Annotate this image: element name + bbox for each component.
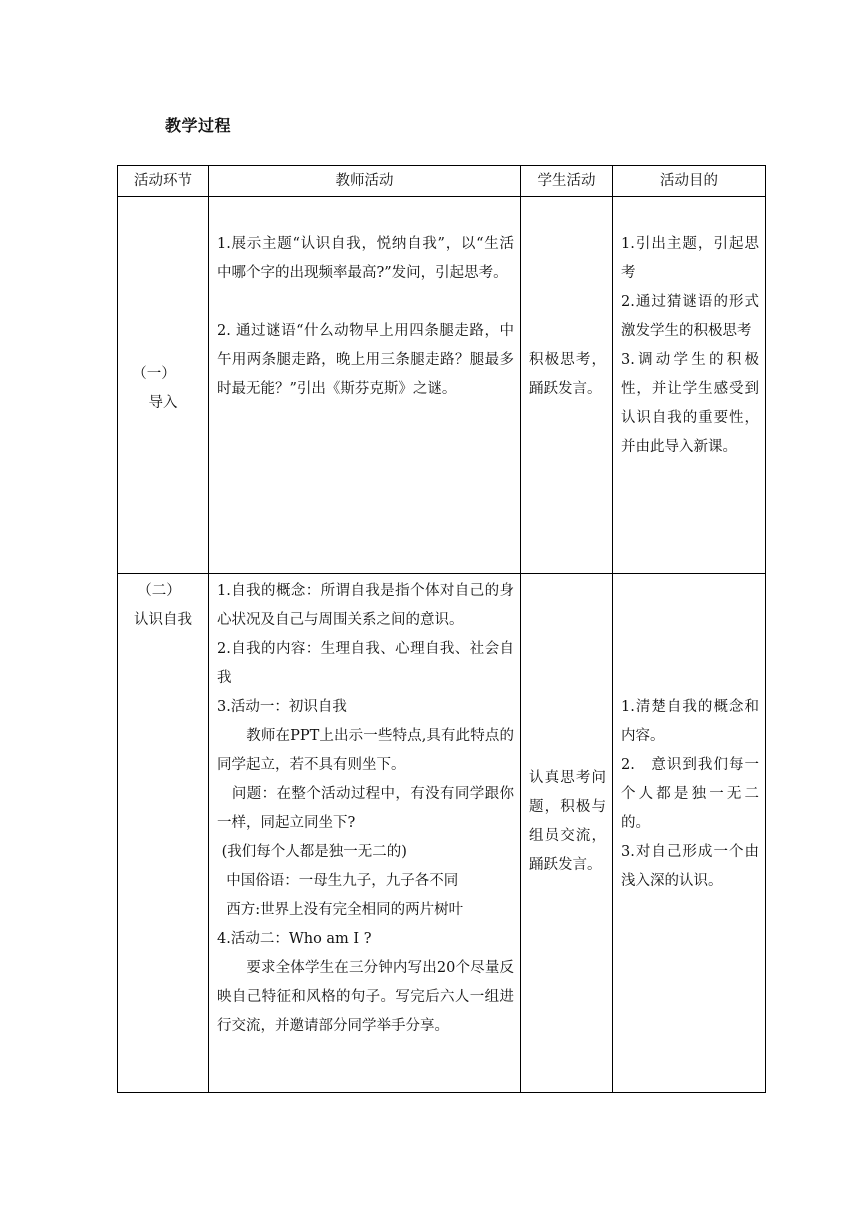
- student-activity-text: 认真思考问题，积极与组员交流，踊跃发言。: [529, 770, 606, 873]
- teacher-item: 1.自我的概念：所谓自我是指个体对自己的身心状况及自己与周围关系之间的意识。: [217, 583, 514, 628]
- purpose-cell: [613, 197, 766, 574]
- teacher-activity-cell: [209, 197, 521, 574]
- teacher-item: 中国俗语：一母生九子，九子各不同: [217, 873, 459, 889]
- header-purpose: 活动目的: [613, 166, 766, 197]
- header-teacher-activity: 教师活动: [209, 166, 521, 197]
- purpose-item: 2. 意识到我们每一个人都是独一无二的。: [621, 757, 759, 831]
- purpose-item: 1.清楚自我的概念和内容。: [621, 699, 759, 744]
- header-stage: 活动环节: [118, 166, 209, 197]
- teacher-activity-cell: [209, 574, 521, 1093]
- purpose-item: 2.通过猜谜语的形式激发学生的积极思考: [621, 294, 759, 339]
- teacher-item: 问题：在整个活动过程中，有没有同学跟你一样，同起立同坐下?: [217, 786, 514, 831]
- teacher-item: (我们每个人都是独一无二的): [217, 844, 407, 860]
- table-header-row: [118, 166, 766, 197]
- teacher-item: 1.展示主题“认识自我，悦纳自我”，以“生活中哪个字的出现频率最高?”发问，引起思考。: [217, 236, 514, 281]
- purpose-item: 3.调动学生的积极性，并让学生感受到认识自我的重要性，并由此导入新课。: [621, 352, 759, 455]
- table-row: [118, 197, 766, 574]
- stage-number: （一）: [132, 366, 176, 382]
- stage-cell: [118, 197, 209, 574]
- student-activity-cell: [521, 197, 613, 574]
- purpose-cell: [613, 574, 766, 1093]
- teacher-item: 教师在PPT上出示一些特点,具有此特点的同学起立，若不具有则坐下。: [217, 728, 514, 773]
- teacher-item: 4.活动二：Who am I ?: [217, 931, 372, 947]
- stage-name: 认识自我: [134, 612, 192, 628]
- student-activity-cell: [521, 574, 613, 1093]
- teaching-process-table: [117, 165, 766, 1093]
- teacher-item: 要求全体学生在三分钟内写出20个尽量反映自己特征和风格的句子。写完后六人一组进行交流，并邀请部分同学举手分享。: [217, 960, 514, 1034]
- teacher-item: 西方:世界上没有完全相同的两片树叶: [217, 902, 464, 918]
- page-title: 教学过程: [165, 116, 232, 135]
- teacher-item: 3.活动一：初识自我: [217, 699, 347, 715]
- purpose-item: 3.对自己形成一个由浅入深的认识。: [621, 844, 759, 889]
- stage-number: （二）: [137, 583, 181, 599]
- student-activity-text: 积极思考，踊跃发言。: [529, 352, 606, 397]
- stage-name: 导入: [148, 395, 178, 411]
- teacher-item: 2.自我的内容：生理自我、心理自我、社会自我: [217, 641, 514, 686]
- header-student-activity: 学生活动: [521, 166, 613, 197]
- teacher-item: 2. 通过谜语“什么动物早上用四条腿走路，中午用两条腿走路，晚上用三条腿走路？腿最多时最无能？”引出《斯芬克斯》之谜。: [217, 323, 514, 397]
- purpose-item: 1.引出主题，引起思考: [621, 236, 759, 281]
- stage-cell: [118, 574, 209, 1093]
- table-row: [118, 574, 766, 1093]
